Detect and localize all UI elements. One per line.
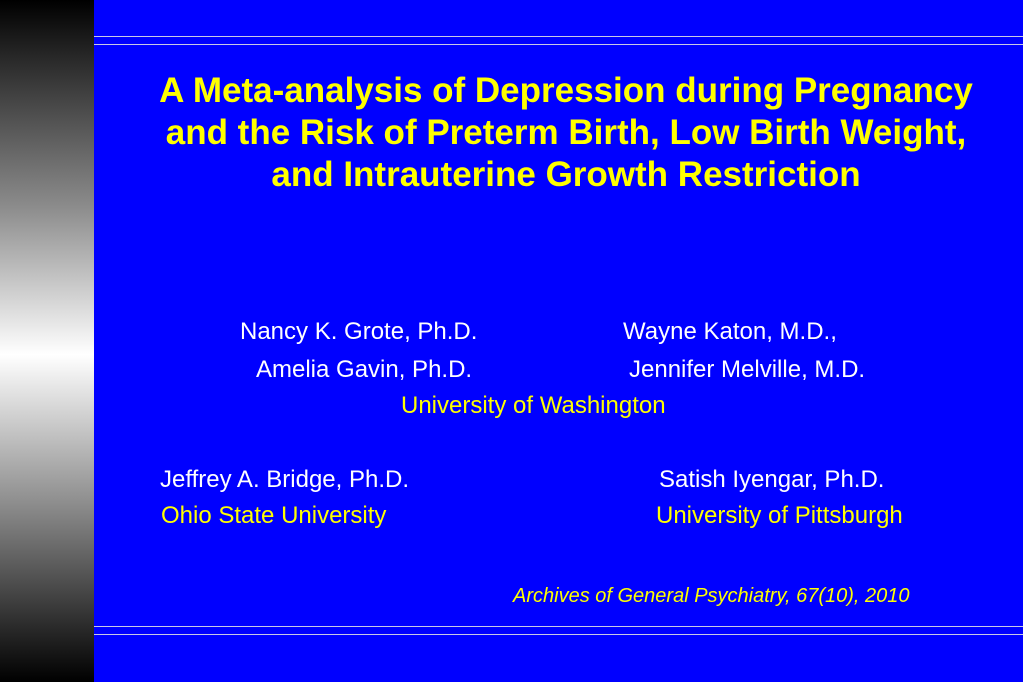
slide-title: A Meta-analysis of Depression during Pregnancy and the Risk of Preterm Birth, Low Birth Weight, and Intrauterine Growth Restriction <box>159 71 973 194</box>
author-gavin: Amelia Gavin, Ph.D. <box>256 356 473 383</box>
author-bridge: Jeffrey A. Bridge, Ph.D. <box>160 466 410 493</box>
author-melville: Jennifer Melville, M.D. <box>629 356 866 383</box>
citation: Archives of General Psychiatry, 67(10), 2010 <box>513 585 910 607</box>
institution-ohio-state: Ohio State University <box>161 502 387 529</box>
top-rule-1 <box>94 36 1023 37</box>
author-katon: Wayne Katon, M.D., <box>623 318 837 345</box>
top-rule-2 <box>94 44 1023 45</box>
institution-washington: University of Washington <box>401 392 666 419</box>
author-grote: Nancy K. Grote, Ph.D. <box>240 318 478 345</box>
gradient-side-bar <box>0 0 94 682</box>
institution-pittsburgh: University of Pittsburgh <box>656 502 903 529</box>
bottom-rule-1 <box>94 626 1023 627</box>
author-iyengar: Satish Iyengar, Ph.D. <box>659 466 885 493</box>
bottom-rule-2 <box>94 634 1023 635</box>
